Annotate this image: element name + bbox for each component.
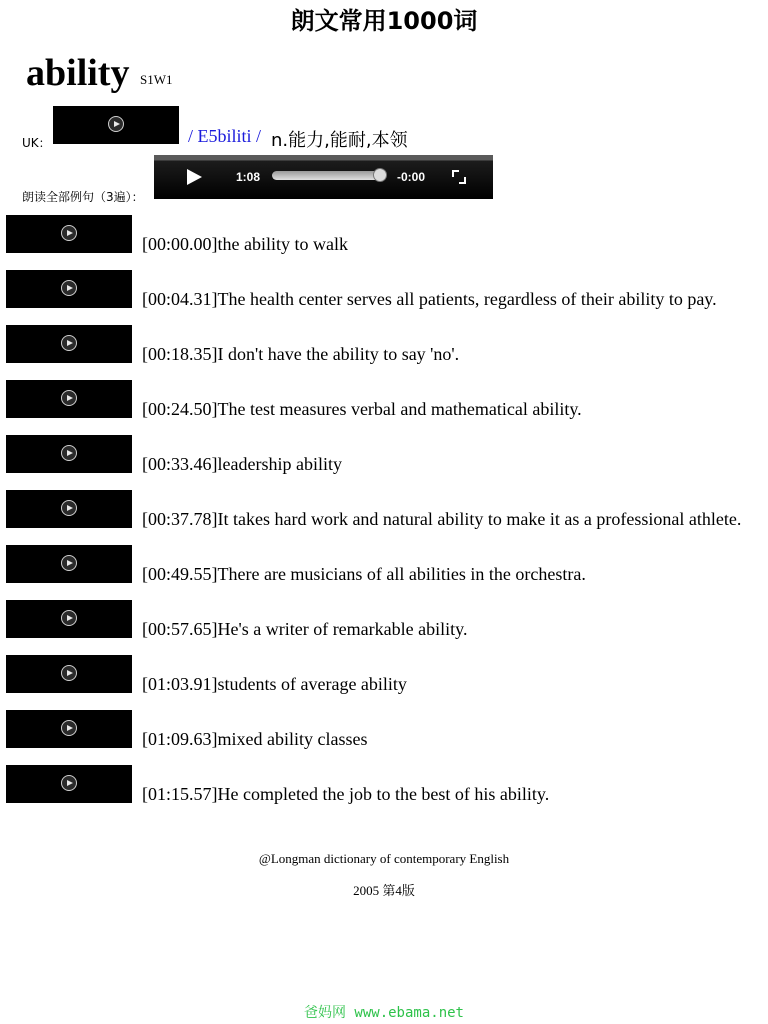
- example-row: [6, 270, 756, 308]
- pronunciation-row: [22, 106, 762, 151]
- example-row: [6, 600, 756, 638]
- read-all-label: 朗读全部例句（3遍）：: [22, 190, 144, 204]
- play-icon: [61, 225, 77, 241]
- example-row: [6, 380, 756, 418]
- example-play-button[interactable]: [6, 325, 132, 363]
- example-play-button[interactable]: [6, 490, 132, 528]
- player-play-button[interactable]: [187, 169, 202, 185]
- example-row: [6, 490, 756, 528]
- play-icon: [61, 775, 77, 791]
- play-icon: [61, 390, 77, 406]
- example-sentence: [00:24.50]The test measures verbal and mathematical ability.: [142, 399, 582, 419]
- player-current-time: 1:08: [236, 170, 261, 184]
- definition: n.能力,能耐,本领: [271, 130, 408, 151]
- example-play-button[interactable]: [6, 655, 132, 693]
- headword: ability: [26, 52, 130, 94]
- uk-label: UK：: [22, 136, 51, 150]
- play-icon: [61, 335, 77, 351]
- example-list: [6, 215, 756, 820]
- page-title: 朗文常用1000词: [290, 7, 478, 35]
- example-sentence: [01:15.57]He completed the job to the best of his ability.: [142, 784, 550, 804]
- phonetic: / E5biliti /: [188, 126, 262, 146]
- example-sentence: [00:57.65]He's a writer of remarkable ability.: [142, 619, 468, 639]
- example-row: [6, 545, 756, 583]
- example-sentence: [00:18.35]I don't have the ability to say 'no'.: [142, 344, 460, 364]
- player-remaining-time: -0:00: [397, 170, 426, 184]
- example-sentence: [00:33.46]leadership ability: [142, 454, 342, 474]
- play-icon: [61, 500, 77, 516]
- uk-pronunciation-play-button[interactable]: [53, 106, 179, 144]
- example-row: [6, 435, 756, 473]
- example-play-button[interactable]: [6, 545, 132, 583]
- example-row: [6, 765, 756, 803]
- example-play-button[interactable]: [6, 710, 132, 748]
- example-row: [6, 215, 756, 253]
- example-sentence: [00:49.55]There are musicians of all abilities in the orchestra.: [142, 564, 586, 584]
- player-seek-handle[interactable]: [373, 168, 387, 182]
- example-row: [6, 325, 756, 363]
- audio-player: [154, 155, 493, 199]
- example-sentence: [00:00.00]the ability to walk: [142, 234, 348, 254]
- example-sentence: [01:09.63]mixed ability classes: [142, 729, 368, 749]
- play-icon: [61, 610, 77, 626]
- example-row: [6, 710, 756, 748]
- play-icon: [61, 555, 77, 571]
- credit: @Longman dictionary of contemporary English: [258, 851, 510, 866]
- fullscreen-icon[interactable]: [452, 170, 466, 184]
- example-sentence: [00:04.31]The health center serves all patients, regardless of their ability to pay.: [142, 289, 717, 309]
- example-play-button[interactable]: [6, 270, 132, 308]
- play-icon: [61, 445, 77, 461]
- edition: 2005 第4版: [353, 883, 415, 898]
- example-play-button[interactable]: [6, 600, 132, 638]
- play-icon: [108, 116, 124, 132]
- example-sentence: [00:37.78]It takes hard work and natural ability to make it as a professional athlete.: [142, 509, 742, 529]
- example-play-button[interactable]: [6, 765, 132, 803]
- play-icon: [61, 665, 77, 681]
- example-row: [6, 655, 756, 693]
- play-icon: [61, 280, 77, 296]
- example-sentence: [01:03.91]students of average ability: [142, 674, 407, 694]
- frequency-badge: S1W1: [140, 72, 173, 87]
- play-icon: [61, 720, 77, 736]
- footer-link[interactable]: 爸妈网 www.ebama.net: [303, 1005, 464, 1021]
- example-play-button[interactable]: [6, 435, 132, 473]
- example-play-button[interactable]: [6, 380, 132, 418]
- player-seek-bar[interactable]: [272, 171, 386, 180]
- example-play-button[interactable]: [6, 215, 132, 253]
